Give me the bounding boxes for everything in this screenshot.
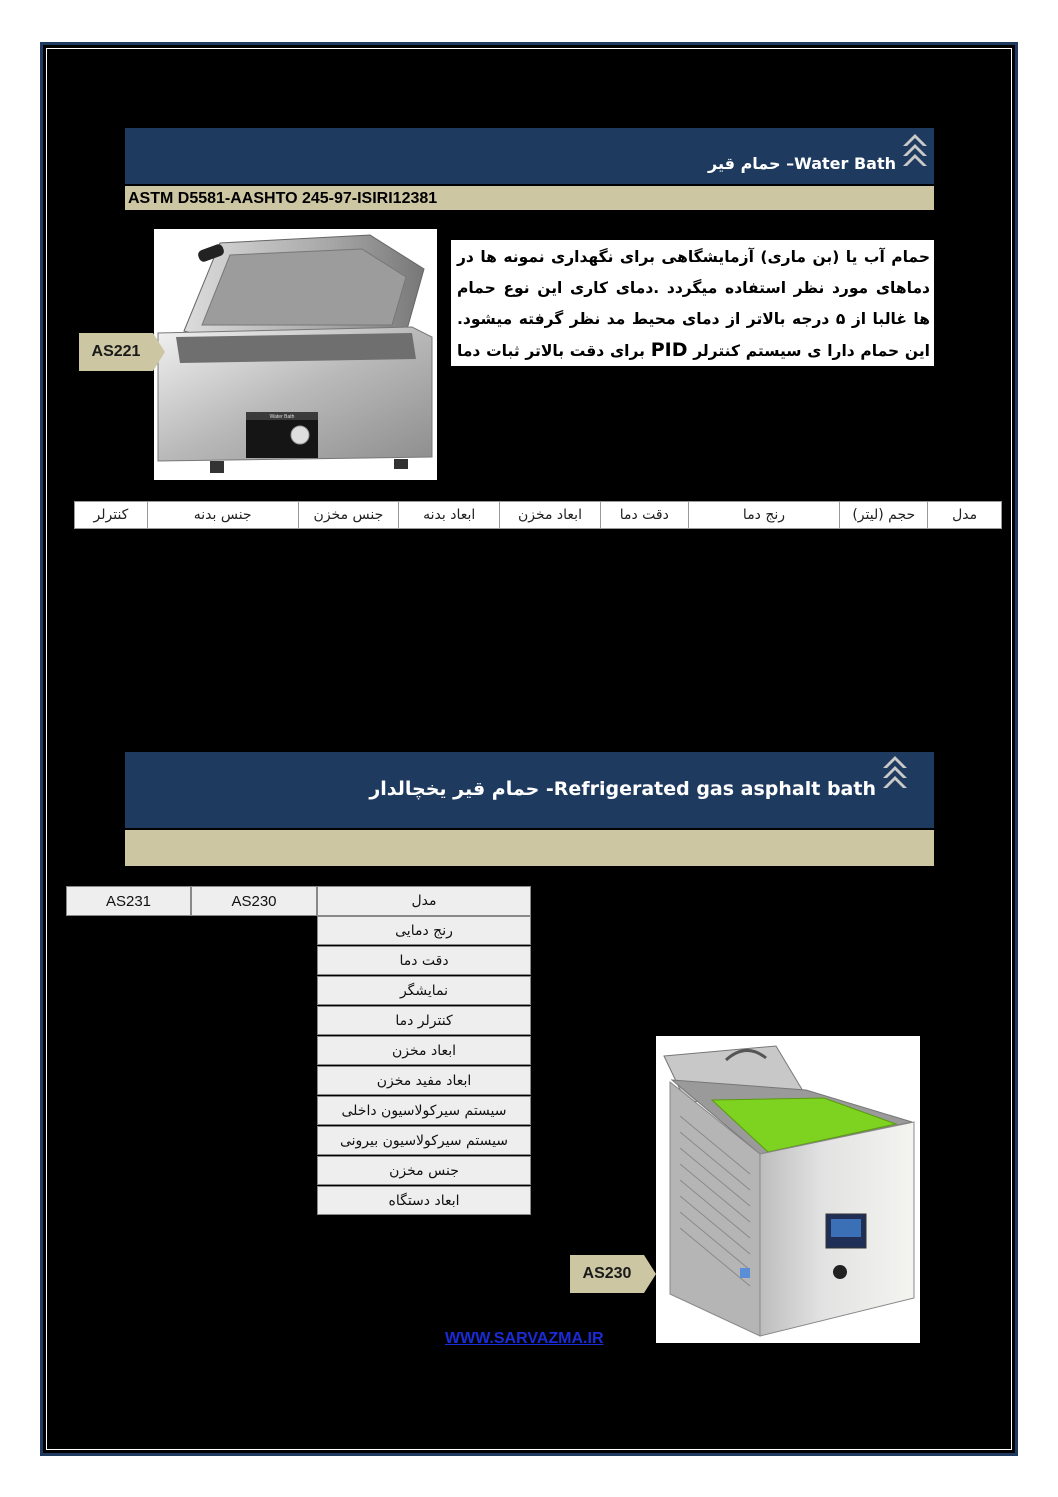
property-row: نمایشگر — [317, 976, 531, 1005]
model-tag-as230 — [570, 1255, 644, 1293]
property-row: دقت دما — [317, 946, 531, 975]
description-text-end: برای دقت بالاتر ثبات دما استفاده شده . — [457, 342, 930, 391]
water-bath-photo — [154, 229, 437, 480]
refrigerated-bath-photo — [656, 1036, 920, 1343]
refrigerated-bath-title: Refrigerated gas asphalt bath- حمام قیر یخچالدار — [369, 778, 876, 800]
header-body-material: جنس بدنه — [147, 502, 298, 528]
water-bath-spec-header — [74, 501, 1002, 529]
model-cell-as230: AS230 — [191, 886, 317, 916]
property-row: ابعاد دستگاه — [317, 1186, 531, 1215]
header-model: مدل — [927, 502, 1001, 528]
model-tag-as221 — [79, 333, 153, 371]
header-temp-range: رنج دما — [688, 502, 840, 528]
header-tank-material: جنس مخزن — [298, 502, 399, 528]
property-row: کنترلر دما — [317, 1006, 531, 1035]
chevron-stack-icon — [880, 754, 910, 792]
chevron-stack-icon — [900, 132, 930, 170]
header-body-dims: ابعاد بدنه — [398, 502, 499, 528]
property-row: مدل — [317, 886, 531, 916]
property-row: جنس مخزن — [317, 1156, 531, 1185]
header-temp-accuracy: دقت دما — [600, 502, 688, 528]
refrigerated-bath-device-illustration — [656, 1036, 920, 1343]
header-controller: کنترلر — [93, 507, 129, 523]
refrigerated-standards-bar — [125, 830, 934, 866]
refrigerated-bath-banner — [125, 752, 934, 828]
standards-bar — [125, 186, 934, 210]
water-bath-title: Water Bath– حمام قیر — [708, 154, 896, 173]
water-bath-description — [451, 240, 934, 391]
website-link[interactable]: WWW.SARVAZMA.IR — [445, 1330, 604, 1347]
model-tag-label: AS230 — [582, 1265, 632, 1282]
property-row: ابعاد مخزن — [317, 1036, 531, 1065]
description-pid: PID — [650, 339, 688, 361]
header-volume: حجم (لیتر) — [839, 502, 927, 528]
device-label: Water Bath — [269, 414, 295, 420]
property-row: ابعاد مفید مخزن — [317, 1066, 531, 1095]
property-row: سیستم سیرکولاسیون بیرونی — [317, 1126, 531, 1155]
water-bath-banner — [125, 128, 934, 184]
description-text: حمام آب یا (بن ماری) آزمایشگاهی برای نگهداری نمونه ها در دماهای مورد نظر استفاده میگردد .دمای کاری این نوع حمام ها غالبا از ۵ درجه بالاتر از دمای محیط مد نظر گرفته میشود. این حمام دارا ی سیستم کنترلر — [457, 248, 930, 360]
header-tank-dims: ابعاد مخزن — [499, 502, 600, 528]
model-tag-label: AS221 — [91, 343, 141, 360]
model-cell-as231: AS231 — [66, 886, 191, 916]
property-row: رنج دمایی — [317, 916, 531, 945]
property-row: سیستم سیرکولاسیون داخلی — [317, 1096, 531, 1125]
standards-text: ASTM D5581-AASHTO 245-97-ISIRI12381 — [128, 190, 438, 207]
water-bath-device-illustration — [154, 229, 437, 480]
